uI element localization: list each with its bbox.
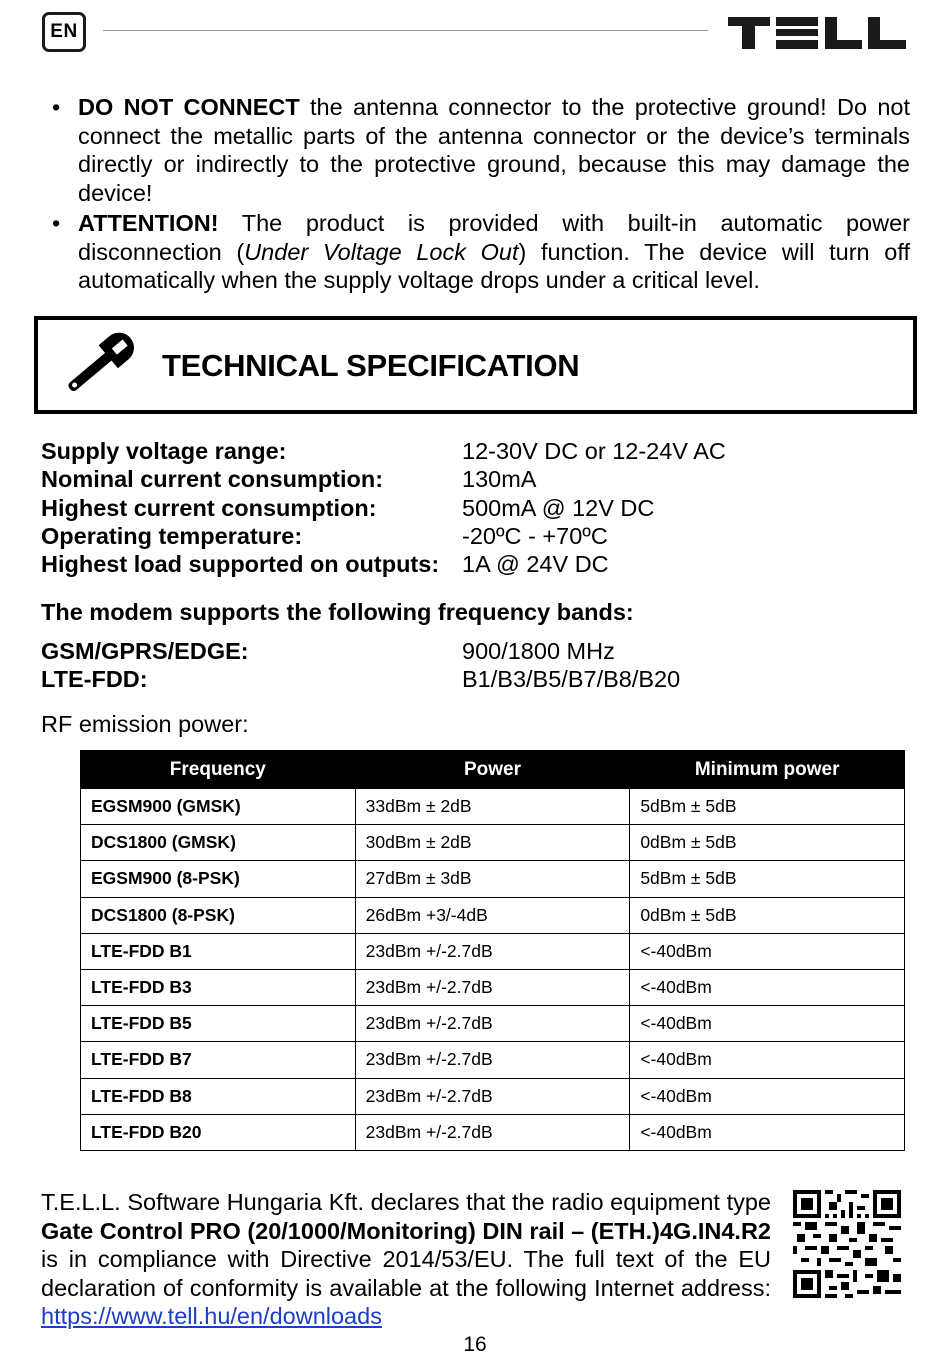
- spec-value: 130mA: [462, 466, 537, 493]
- specifications-list: [41, 437, 921, 578]
- table-header-row: [81, 751, 905, 789]
- bullet-icon: •: [52, 210, 61, 236]
- language-badge: EN: [42, 12, 86, 52]
- min-power-cell: <-40dBm: [630, 1006, 905, 1042]
- frequency-cell: LTE-FDD B3: [81, 969, 356, 1005]
- min-power-cell: 0dBm ± 5dB: [630, 825, 905, 861]
- spec-row: [41, 494, 921, 522]
- bands-heading: The modem supports the following frequency bands:: [41, 599, 634, 625]
- rf-emission-label: RF emission power:: [41, 711, 249, 737]
- band-row: [41, 637, 921, 665]
- frequency-cell: LTE-FDD B20: [81, 1114, 356, 1150]
- min-power-cell: <-40dBm: [630, 1114, 905, 1150]
- frequency-cell: DCS1800 (GMSK): [81, 825, 356, 861]
- declaration-of-conformity: [41, 1188, 771, 1331]
- table-row: [81, 861, 905, 897]
- note-text: the antenna connector to the protective ground! Do not connect the metallic parts of the antenna connector or the device’s terminals directly or indirectly to the protective ground, because this may damage the device!: [78, 94, 911, 206]
- table-row: [81, 897, 905, 933]
- column-header-power: Power: [355, 751, 630, 789]
- frequency-cell: DCS1800 (8-PSK): [81, 897, 356, 933]
- spec-label: Highest load supported on outputs:: [41, 551, 440, 578]
- declaration-text: T.E.L.L. Software Hungaria Kft. declares that the radio equipment type: [41, 1189, 771, 1215]
- note-do-not-connect: [48, 93, 910, 207]
- power-cell: 23dBm +/-2.7dB: [355, 1078, 630, 1114]
- note-text: ) function. The device will turn off automatically when the supply voltage drops under a critical level.: [78, 238, 910, 293]
- frequency-cell: LTE-FDD B5: [81, 1006, 356, 1042]
- frequency-bands-list: [41, 637, 921, 694]
- spec-row: [41, 522, 921, 550]
- column-header-frequency: Frequency: [81, 751, 356, 789]
- spec-row: [41, 465, 921, 493]
- power-cell: 23dBm +/-2.7dB: [355, 969, 630, 1005]
- note-italic: Under Voltage Lock Out: [244, 238, 519, 265]
- min-power-cell: 5dBm ± 5dB: [630, 861, 905, 897]
- safety-notes: [48, 93, 910, 295]
- table-row: [81, 789, 905, 825]
- downloads-link[interactable]: https://www.tell.hu/en/downloads: [41, 1303, 382, 1330]
- frequency-cell: LTE-FDD B8: [81, 1078, 356, 1114]
- rf-emission-table: [80, 750, 905, 1151]
- column-header-minimum-power: Minimum power: [630, 751, 905, 789]
- power-cell: 23dBm +/-2.7dB: [355, 1114, 630, 1150]
- spec-label: Highest current consumption:: [41, 494, 377, 521]
- power-cell: 23dBm +/-2.7dB: [355, 1006, 630, 1042]
- spec-label: Supply voltage range:: [41, 438, 287, 464]
- table-row: [81, 1078, 905, 1114]
- min-power-cell: <-40dBm: [630, 933, 905, 969]
- bullet-icon: •: [52, 94, 61, 120]
- power-cell: 33dBm ± 2dB: [355, 789, 630, 825]
- tell-logo: [728, 15, 908, 51]
- spec-row: [41, 550, 921, 578]
- note-text: The product is provided with built-in automatic power disconnection (: [78, 210, 910, 265]
- band-label: GSM/GPRS/EDGE:: [41, 638, 249, 664]
- power-cell: 23dBm +/-2.7dB: [355, 933, 630, 969]
- note-emphasis: ATTENTION!: [78, 210, 219, 236]
- table-row: [81, 1114, 905, 1150]
- frequency-cell: EGSM900 (8-PSK): [81, 861, 356, 897]
- frequency-cell: EGSM900 (GMSK): [81, 789, 356, 825]
- table-row: [81, 933, 905, 969]
- spec-value: -20ºC - +70ºC: [462, 522, 608, 549]
- band-value: B1/B3/B5/B7/B8/B20: [462, 666, 681, 693]
- power-cell: 30dBm ± 2dB: [355, 825, 630, 861]
- power-cell: 26dBm +3/-4dB: [355, 897, 630, 933]
- min-power-cell: 5dBm ± 5dB: [630, 789, 905, 825]
- page-number: 16: [463, 1333, 487, 1356]
- declaration-text: is in compliance with Directive 2014/53/EU. The full text of the EU declaration of conformity is available at the following Internet address:: [41, 1246, 771, 1301]
- table-row: [81, 969, 905, 1005]
- table-row: [81, 825, 905, 861]
- spec-row: [41, 437, 921, 465]
- spec-value: 500mA @ 12V DC: [462, 494, 655, 521]
- table-row: [81, 1006, 905, 1042]
- spec-label: Nominal current consumption:: [41, 466, 384, 493]
- product-name: Gate Control PRO (20/1000/Monitoring) DIN rail – (ETH.)4G.IN4.R2: [41, 1217, 771, 1244]
- section-title: TECHNICAL SPECIFICATION: [162, 348, 580, 383]
- note-attention: [48, 209, 910, 295]
- power-cell: 27dBm ± 3dB: [355, 861, 630, 897]
- frequency-cell: LTE-FDD B7: [81, 1042, 356, 1078]
- min-power-cell: 0dBm ± 5dB: [630, 897, 905, 933]
- table-row: [81, 1042, 905, 1078]
- qr-code-icon[interactable]: [793, 1190, 901, 1298]
- spec-label: Operating temperature:: [41, 522, 303, 549]
- note-emphasis: DO NOT CONNECT: [78, 94, 300, 120]
- power-cell: 23dBm +/-2.7dB: [355, 1042, 630, 1078]
- band-row: [41, 665, 921, 693]
- header-divider: [103, 30, 708, 31]
- spec-value: 1A @ 24V DC: [462, 551, 609, 578]
- band-value: 900/1800 MHz: [462, 638, 615, 664]
- band-label: LTE-FDD:: [41, 666, 148, 693]
- min-power-cell: <-40dBm: [630, 969, 905, 1005]
- min-power-cell: <-40dBm: [630, 1042, 905, 1078]
- spec-value: 12-30V DC or 12-24V AC: [462, 438, 726, 464]
- frequency-cell: LTE-FDD B1: [81, 933, 356, 969]
- min-power-cell: <-40dBm: [630, 1078, 905, 1114]
- wrench-icon: [54, 328, 138, 406]
- section-header-box: [34, 316, 917, 414]
